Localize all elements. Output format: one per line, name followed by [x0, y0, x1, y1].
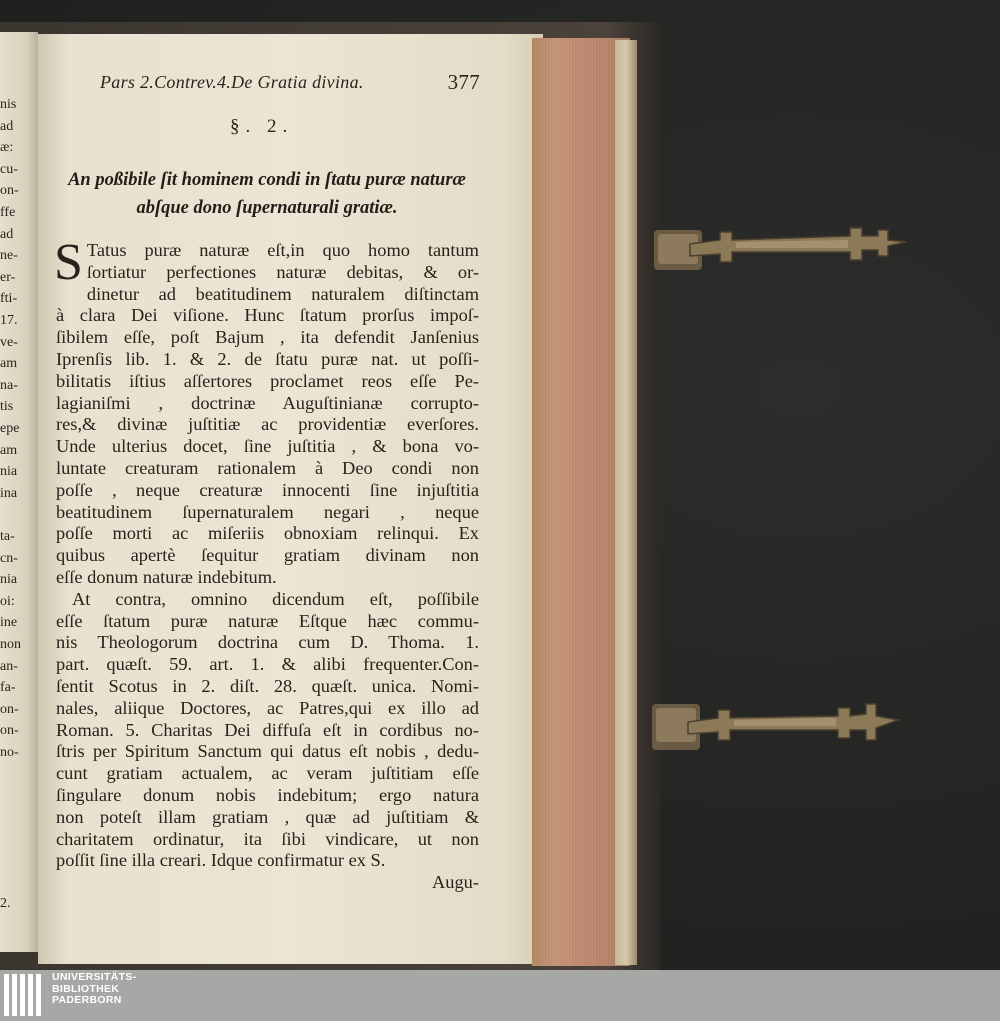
previous-page-fragment: epe [0, 421, 20, 436]
body-line: non poteſt illam gratiam , quæ ad juſtitiam & [56, 806, 479, 827]
body-line: cunt gratiam actualem, ac veram juſtitiam eſſe [56, 763, 479, 784]
previous-page-fragment: no- [0, 745, 19, 760]
section-title [52, 166, 482, 222]
body-line: Roman. 5. Charitas Dei diffuſa eſt in cordibus no- [56, 719, 479, 740]
previous-page-fragment: cu- [0, 161, 18, 177]
body-line: charitatem ordinatur, ita ſibi vindicare, ut non [56, 828, 479, 849]
body-line: poſſe morti ac miſeriis obnoxiam relinqui. Ex [56, 523, 479, 544]
body-line: beatitudinem ſupernaturalem negari , neque [56, 501, 479, 522]
previous-page-fragment: non [0, 637, 21, 652]
previous-page-fragment: ve- [0, 334, 18, 350]
body-line: Tatus puræ naturæ eſt,in quo homo tantum [86, 240, 479, 260]
body-line: à clara Dei viſione. Hunc ſtatum prorſus impoſ- [56, 305, 479, 326]
lower-clasp-icon [650, 698, 910, 758]
previous-page-fragment: ffe [0, 205, 16, 220]
previous-page-fragment: fa- [0, 680, 16, 696]
previous-page-fragment: an- [0, 658, 18, 674]
body-line: ſortiatur perfectiones naturæ debitas, & or- [86, 261, 479, 282]
library-logo-icon [4, 974, 48, 1016]
library-name [52, 972, 136, 1007]
previous-page-fragment: æ: [0, 140, 14, 156]
previous-page-fragment: na- [0, 377, 18, 393]
previous-page-fragment: ina [0, 485, 18, 501]
running-head [100, 72, 480, 102]
previous-page-fragment: 2. [0, 896, 11, 912]
body-line: dinetur ad beatitudinem naturalem diſtinctam [86, 283, 479, 304]
previous-page-fragment: am [0, 356, 18, 372]
body-line: nis Theologorum doctrina cum D. Thoma. 1. [56, 632, 479, 653]
body-line: lagianiſmi , doctrinæ Auguſtinianæ corrupto- [56, 392, 479, 413]
body-text [54, 234, 479, 894]
drop-cap: S [54, 234, 83, 291]
upper-clasp-icon [650, 218, 910, 278]
previous-page-fragment: on- [0, 701, 19, 717]
body-line: bilitatis iſtius aſſertores proclamet reos eſſe Pe- [56, 370, 479, 391]
previous-page-fragment: on- [0, 723, 19, 739]
previous-page-edge [0, 32, 38, 952]
library-name-line-3: PADERBORN [52, 994, 122, 1006]
previous-page-fragment: nia [0, 572, 18, 588]
previous-page-fragment: am [0, 442, 18, 458]
running-head-title: Pars 2.Contrev.4.De Gratia divina. [100, 72, 364, 92]
previous-page-fragment: 17. [0, 313, 18, 328]
previous-page-fragment: ne- [0, 248, 18, 264]
body-line: Iprenſis lib. 1. & 2. de ſtatu puræ nat. ut poſſi- [56, 348, 479, 369]
body-line: part. quæſt. 59. art. 1. & alibi frequenter.Con- [56, 654, 479, 675]
section-title-line-2: abſque dono ſupernaturali gratiæ. [136, 198, 398, 218]
body-line: ſentit Scotus in 2. diſt. 28. quæſt. unica. Nomi- [56, 675, 479, 696]
previous-page-fragment: ine [0, 615, 18, 631]
body-line: At contra, omnino dicendum eſt, poſſibile [72, 588, 479, 609]
previous-page-fragment: tis [0, 399, 14, 415]
body-line: ſtris per Spiritum Sanctum qui datus eſt nobis , dedu- [56, 741, 479, 762]
previous-page-fragment: ta- [0, 529, 15, 544]
body-line: Augu- [432, 872, 479, 893]
previous-page-fragment: cn- [0, 550, 18, 566]
library-name-line-1: UNIVERSITÄTS- [52, 971, 137, 983]
footer-bar [0, 970, 1000, 1021]
previous-page-fragment: nis [0, 97, 17, 112]
library-name-line-2: BIBLIOTHEK [52, 982, 120, 995]
previous-page-fragment: nia [0, 464, 18, 480]
body-line: eſſe ſtatum puræ naturæ Eſtque hæc commu- [56, 610, 479, 631]
body-line: res,& divinæ juſtitiæ ac providentiæ everſores. [56, 414, 479, 435]
page-edge-rim [615, 40, 637, 965]
body-line: nales, aliique Doctores, ac Patres,qui ex illo ad [56, 697, 479, 718]
previous-page-fragment: oi: [0, 593, 15, 609]
body-line: ſibilem eſſe, poſt Bajum , ita defendit Janſenius [56, 327, 479, 348]
body-line: poſſit ſine illa creari. Idque confirmatur ex S. [56, 850, 386, 871]
body-line: poſſe , neque creaturæ innocenti ſine injuſtitia [56, 479, 479, 500]
body-line: eſſe donum naturæ indebitum. [56, 566, 277, 587]
section-mark: §. 2. [230, 116, 294, 137]
page-number: 377 [447, 70, 480, 94]
previous-page-fragment: on- [0, 183, 19, 199]
previous-page-fragment: ad [0, 226, 14, 242]
body-line: ſingulare donum nobis indebitum; ergo natura [56, 784, 479, 805]
body-line: quibus apertè ſequitur gratiam divinam non [56, 545, 479, 566]
section-title-line-1: An poßibile ſit hominem condi in ſtatu puræ naturæ [68, 170, 466, 190]
previous-page-fragment: fti- [0, 291, 18, 307]
previous-page-fragment: er- [0, 269, 16, 285]
body-line: Unde ulterius docet, ſine juſtitia , & bona vo- [56, 436, 479, 457]
body-line: luntate creaturam rationalem à Deo condi non [56, 457, 479, 478]
previous-page-fragment: ad [0, 118, 14, 134]
